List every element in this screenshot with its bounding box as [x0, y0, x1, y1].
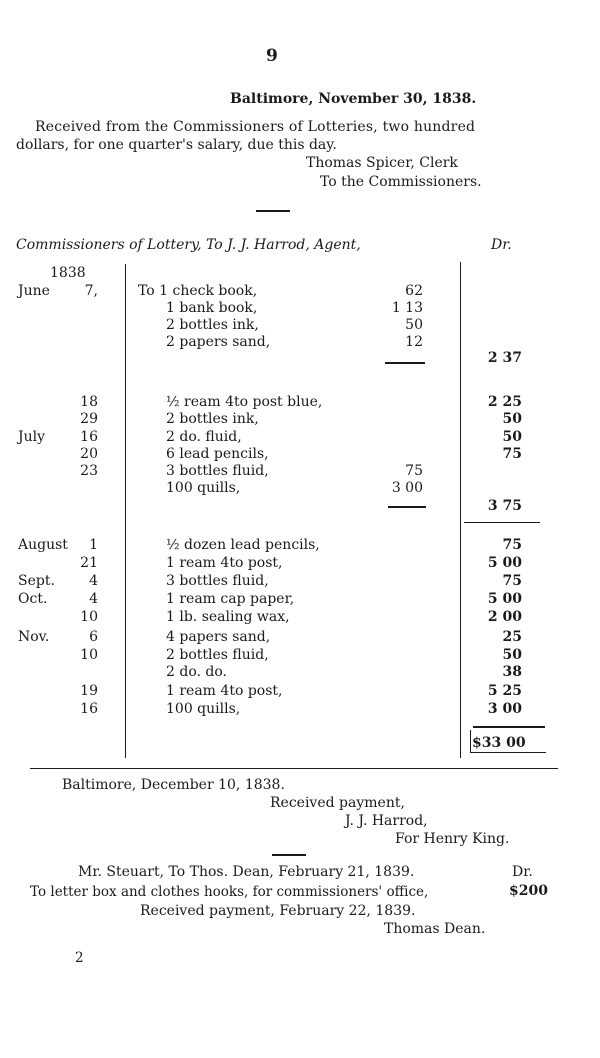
- receipt3-signature: Thomas Dean.: [384, 921, 486, 937]
- ledger-month-cell: Oct.: [18, 591, 48, 607]
- ledger-total-cell: 5 00: [487, 555, 522, 571]
- grand-total: $33 00: [472, 735, 526, 751]
- ledger-item-cell: To 1 check book,: [138, 283, 258, 299]
- total-box-bottom: [470, 752, 546, 753]
- receipt3-heading: Mr. Steuart, To Thos. Dean, February 21, 1839.: [78, 864, 415, 880]
- ledger-item-cell: 4 papers sand,: [166, 629, 271, 645]
- ledger-close-rule: [30, 768, 558, 769]
- ledger-item-cell: 1 lb. sealing wax,: [166, 609, 290, 625]
- receipt1-dateline: Baltimore, November 30, 1838.: [230, 91, 477, 107]
- ledger-total-cell: 5 00: [487, 591, 522, 607]
- ledger-day-cell: 7,: [84, 283, 98, 299]
- receipt3-dr: Dr.: [512, 864, 533, 880]
- ledger-day-cell: 29: [80, 411, 98, 427]
- ledger-month-cell: June: [18, 283, 50, 299]
- receipt2-signature: J. J. Harrod,: [345, 813, 428, 829]
- ledger-item-cell: 2 bottles fluid,: [166, 647, 269, 663]
- ledger-day-cell: 10: [80, 609, 98, 625]
- ledger-total-cell: 38: [502, 664, 522, 680]
- ledger-day-cell: 16: [80, 701, 98, 717]
- ledger-total-cell: 75: [502, 573, 522, 589]
- receipt1-line1: Received from the Commissioners of Lotteries, two hundred: [35, 119, 476, 135]
- ledger-total-cell: 50: [502, 429, 522, 445]
- ledger-total-cell: 2 00: [487, 609, 522, 625]
- receipt3-received: Received payment, February 22, 1839.: [140, 903, 416, 919]
- ledger-amt-cell: 75: [405, 463, 423, 479]
- receipt3-amount: $200: [509, 883, 548, 899]
- ledger-day-cell: 18: [80, 394, 98, 410]
- ledger-total-cell: 3 75: [487, 498, 522, 514]
- ledger-day-cell: 10: [80, 647, 98, 663]
- ledger-total-cell: 5 25: [487, 683, 522, 699]
- ledger-item-cell: 2 bottles ink,: [166, 317, 259, 333]
- ledger-total-cell: 50: [502, 647, 522, 663]
- ledger-total-cell: 2 37: [487, 350, 522, 366]
- ledger-item-cell: 1 ream cap paper,: [166, 591, 295, 607]
- total-box-left: [470, 730, 471, 752]
- ledger-total-cell: 25: [502, 629, 522, 645]
- ledger-day-cell: 1: [89, 537, 98, 553]
- ledger-vertical-rule-right: [460, 262, 461, 758]
- receipt1-signature: Thomas Spicer, Clerk: [306, 155, 458, 171]
- ledger-amt-cell: 3 00: [391, 480, 423, 496]
- divider: [256, 210, 290, 212]
- receipt2-dateline: Baltimore, December 10, 1838.: [62, 777, 285, 793]
- ledger-month-cell: August: [18, 537, 68, 553]
- ledger-item-cell: 6 lead pencils,: [166, 446, 269, 462]
- receipt1-line2: dollars, for one quarter's salary, due this day.: [16, 137, 337, 153]
- total-rule: [473, 726, 545, 728]
- ledger-month-cell: Sept.: [18, 573, 55, 589]
- ledger-total-cell: 2 25: [487, 394, 522, 410]
- ledger-item-cell: 2 papers sand,: [166, 334, 271, 350]
- receipt2-line3: For Henry King.: [395, 831, 510, 847]
- ledger-item-cell: 1 ream 4to post,: [166, 555, 283, 571]
- ledger-item-cell: 2 do. fluid,: [166, 429, 242, 445]
- ledger-month-cell: Nov.: [18, 629, 50, 645]
- account-dr: Dr.: [491, 237, 512, 253]
- ledger-total-cell: 75: [502, 446, 522, 462]
- ledger-amt-cell: 50: [405, 317, 423, 333]
- ledger-item-cell: 3 bottles fluid,: [166, 573, 269, 589]
- ledger-total-cell: 75: [502, 537, 522, 553]
- ledger-day-cell: 20: [80, 446, 98, 462]
- ledger-day-cell: 6: [89, 629, 98, 645]
- subtotal-rule-1: [385, 362, 425, 364]
- footer-signature-mark: 2: [75, 950, 84, 966]
- subtotal-rule-2: [388, 506, 426, 508]
- ledger-total-cell: 50: [502, 411, 522, 427]
- ledger-day-cell: 16: [80, 429, 98, 445]
- section-rule: [464, 522, 540, 523]
- ledger-item-cell: 2 do. do.: [166, 664, 227, 680]
- ledger-day-cell: 4: [89, 573, 98, 589]
- ledger-day-cell: 23: [80, 463, 98, 479]
- ledger-item-cell: ½ ream 4to post blue,: [166, 394, 323, 410]
- page-number: 9: [266, 46, 278, 66]
- ledger-vertical-rule-left: [125, 264, 126, 758]
- ledger-item-cell: 100 quills,: [166, 701, 241, 717]
- ledger-total-cell: 3 00: [487, 701, 522, 717]
- ledger-day-cell: 4: [89, 591, 98, 607]
- ledger-item-cell: 1 ream 4to post,: [166, 683, 283, 699]
- ledger-item-cell: 1 bank book,: [166, 300, 258, 316]
- divider: [272, 854, 306, 856]
- ledger-item-cell: ½ dozen lead pencils,: [166, 537, 320, 553]
- ledger-item-cell: 3 bottles fluid,: [166, 463, 269, 479]
- receipt1-signature-title: To the Commissioners.: [320, 174, 482, 190]
- ledger-amt-cell: 62: [405, 283, 423, 299]
- ledger-month-cell: July: [18, 429, 46, 445]
- account-year: 1838: [50, 265, 86, 281]
- ledger-day-cell: 19: [80, 683, 98, 699]
- ledger-amt-cell: 1 13: [391, 300, 423, 316]
- ledger-day-cell: 21: [80, 555, 98, 571]
- account-heading: Commissioners of Lottery, To J. J. Harrod, Agent,: [16, 237, 361, 253]
- ledger-item-cell: 100 quills,: [166, 480, 241, 496]
- ledger-amt-cell: 12: [405, 334, 423, 350]
- ledger-item-cell: 2 bottles ink,: [166, 411, 259, 427]
- receipt3-item: To letter box and clothes hooks, for commissioners' office,: [30, 884, 429, 900]
- receipt2-line1: Received payment,: [270, 795, 405, 811]
